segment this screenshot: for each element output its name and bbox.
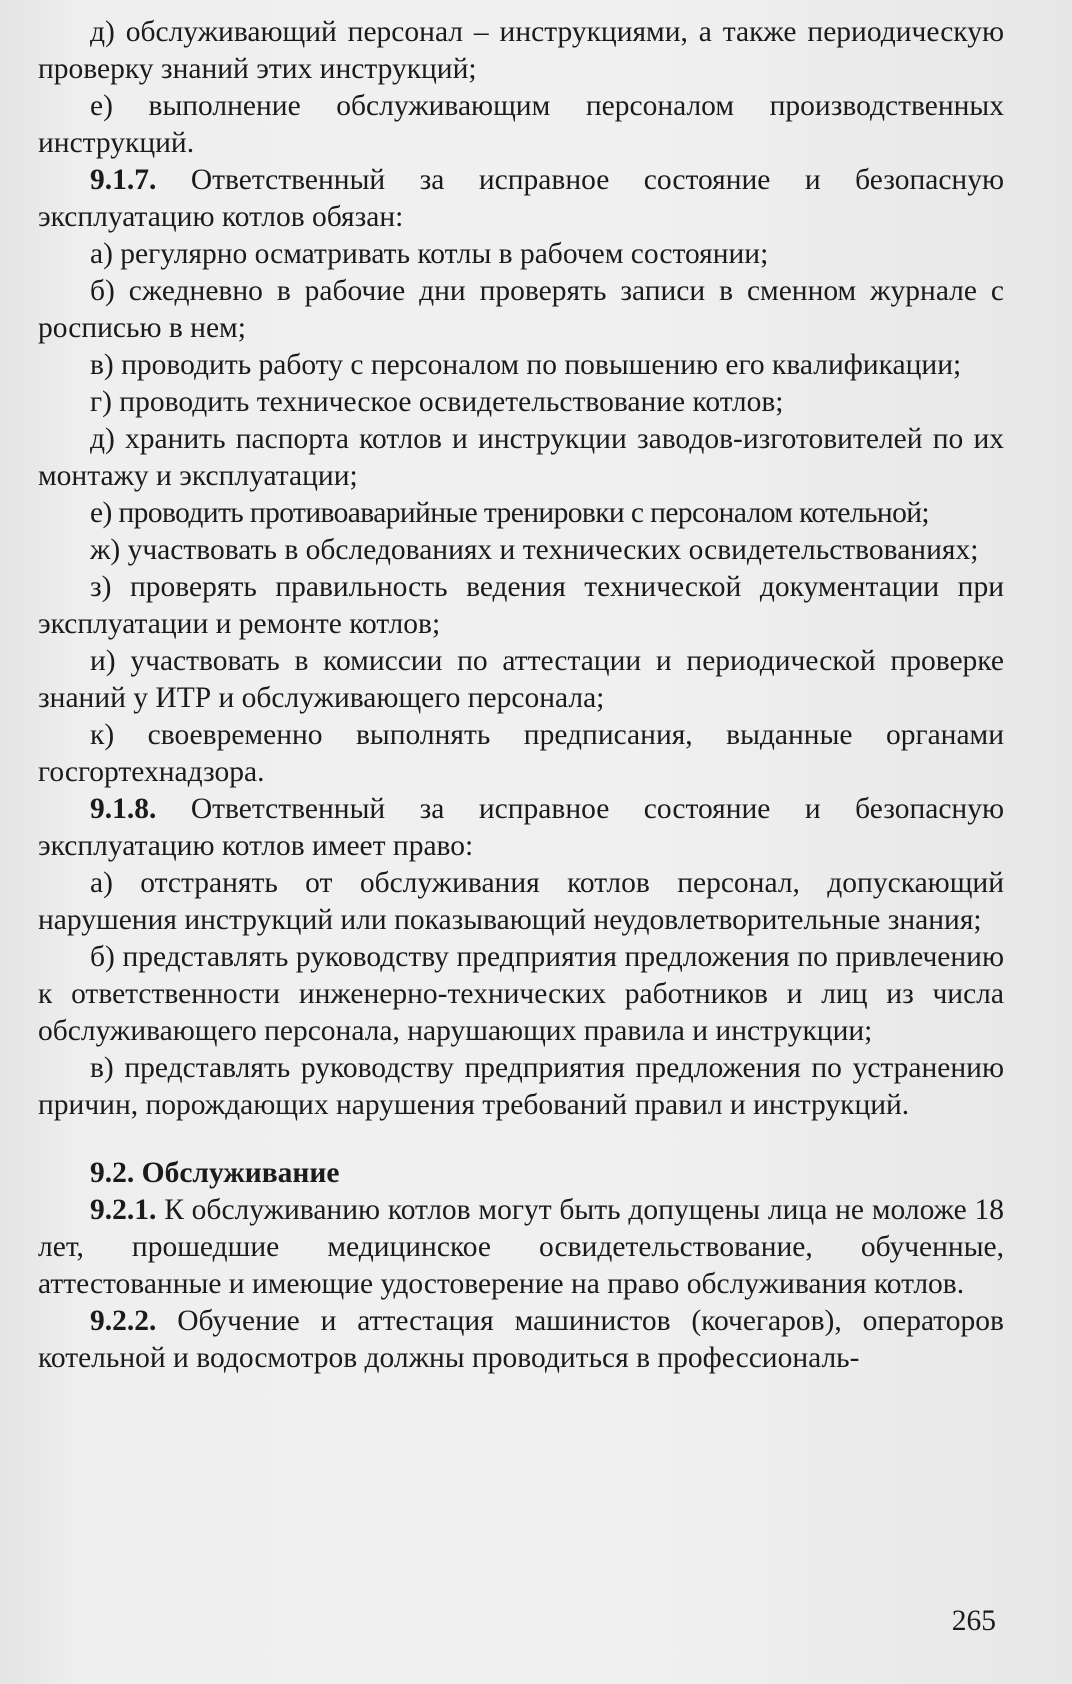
clause-9-2-2	[38, 1303, 1004, 1377]
clause-text: Ответственный за исправное состояние и безопасную эксплуатацию котлов имеет право:	[38, 793, 1004, 862]
section-heading: 9.2. Обслуживание	[90, 1157, 340, 1189]
list-item-text: е) проводить противоаварийные тренировки с персоналом котельной;	[90, 497, 930, 529]
clause-text: К обслуживанию котлов могут быть допущены лица не моложе 18 лет, прошедшие медицинское освидетельствование, обученные, аттестованные и имеющие удостоверение на право обслуживания котлов.	[38, 1194, 1004, 1300]
clause-number: 9.1.8.	[90, 793, 157, 825]
list-item-d	[38, 421, 1004, 495]
clause-text: Ответственный за исправное состояние и безопасную эксплуатацию котлов обязан:	[38, 164, 1004, 233]
list-item-text: з) проверять правильность ведения технической документации при эксплуатации и ремонте котлов;	[38, 571, 1004, 640]
list-item-text: б) сжедневно в рабочие дни проверять записи в сменном журнале с росписью в нем;	[38, 275, 1004, 344]
list-item-text: г) проводить техническое освидетельствование котлов;	[90, 386, 784, 418]
clause-number: 9.1.7.	[90, 164, 157, 196]
clause-9-2-1	[38, 1192, 1004, 1303]
list-item-text: д) хранить паспорта котлов и инструкции заводов-изготовителей по их монтажу и эксплуатации;	[38, 423, 1004, 492]
clause-text: Обучение и аттестация машинистов (кочегаров), операторов котельной и водосмотров должны проводиться в профессиональ-	[38, 1305, 1004, 1374]
list-item-text: а) регулярно осматривать котлы в рабочем состоянии;	[90, 238, 769, 270]
list-item-text: а) отстранять от обслуживания котлов персонал, допускающий нарушения инструкций или показывающий неудовлетворительные знания;	[38, 867, 1004, 936]
list-item-z	[38, 569, 1004, 643]
list-item-k	[38, 717, 1004, 791]
list-item-a	[38, 236, 1004, 273]
paragraph-text: е) выполнение обслуживающим персоналом производственных инструкций.	[38, 90, 1004, 159]
list-item-text: ж) участвовать в обследованиях и технических освидетельствованиях;	[90, 534, 979, 566]
list-item-b	[38, 273, 1004, 347]
paragraph-e-instructions	[38, 88, 1004, 162]
list-item-text: и) участвовать в комиссии по аттестации и периодической проверке знаний у ИТР и обслуживающего персонала;	[38, 645, 1004, 714]
clause-9-1-7	[38, 162, 1004, 236]
right-item-b	[38, 939, 1004, 1050]
right-item-a	[38, 865, 1004, 939]
list-item-v	[38, 347, 1004, 384]
list-item-g	[38, 384, 1004, 421]
list-item-i	[38, 643, 1004, 717]
page-number: 265	[951, 1605, 996, 1637]
list-item-text: б) представлять руководству предприятия предложения по привлечению к ответственности инженерно-технических работников и лиц из числа обслуживающего персонала, нарушающих правила и инструкции;	[38, 941, 1004, 1047]
paragraph-d-personnel	[38, 14, 1004, 88]
clause-number: 9.2.2.	[90, 1305, 157, 1337]
paragraph-text: д) обслуживающий персонал – инструкциями, а также периодическую проверку знаний этих инструкций;	[38, 16, 1004, 85]
clause-9-1-8	[38, 791, 1004, 865]
list-item-text: в) представлять руководству предприятия предложения по устранению причин, порождающих нарушения требований правил и инструкций.	[38, 1052, 1004, 1121]
list-item-e	[38, 495, 1004, 532]
list-item-text: к) своевременно выполнять предписания, выданные органами госгортехнадзора.	[38, 719, 1004, 788]
right-item-v	[38, 1050, 1004, 1124]
list-item-zh	[38, 532, 1004, 569]
clause-number: 9.2.1.	[90, 1194, 157, 1226]
list-item-text: в) проводить работу с персоналом по повышению его квалификации;	[90, 349, 962, 381]
